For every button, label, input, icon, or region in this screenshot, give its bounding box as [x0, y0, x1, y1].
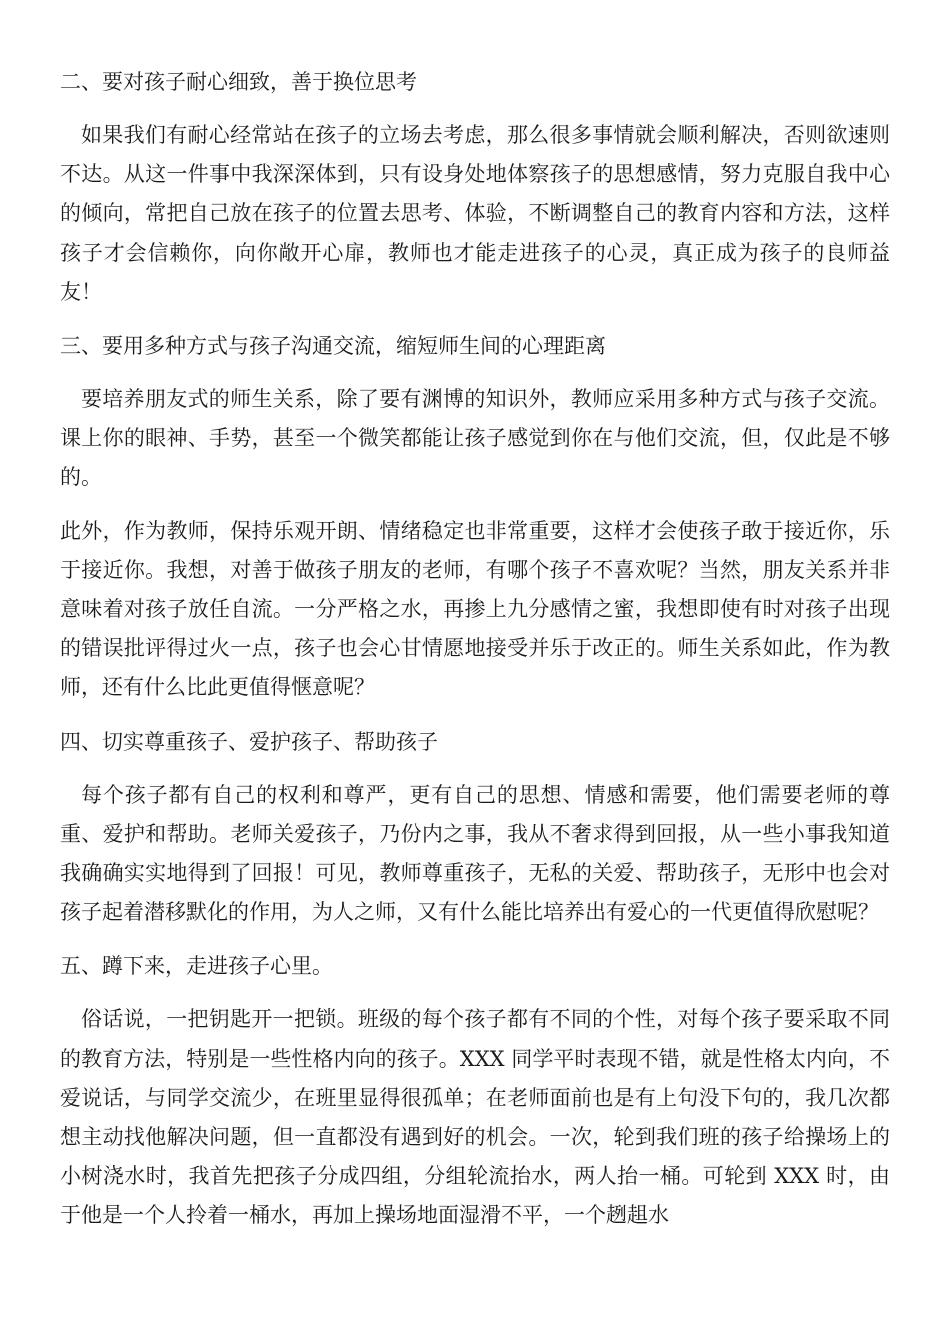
section-heading: 四、切实尊重孩子、爱护孩子、帮助孩子 [60, 729, 438, 754]
document-page [60, 62, 890, 1250]
section-4 [60, 722, 890, 933]
paragraph: 俗话说，一把钥匙开一把锁。班级的每个孩子都有不同的个性，对每个孩子要采取不同的教育方法，特别是一些性格内向的孩子。XXX 同学平时表现不错，就是性格太内向，不爱说话，与同学交流少，在班里显得很孤单；在老师面前也是有上句没下句的，我几次都想主动找他解决问题，但一直都没有遇到好的机会。一次，轮到我们班的孩子给操场上的小树浇水时，我首先把孩子分成四组，分组轮流抬水，两人抬一桶。可轮到 XXX 时，由于他是一个人拎着一桶水，再加上操场地面湿滑不平，一个趔趄水 [60, 1007, 890, 1228]
paragraph: 每个孩子都有自己的权利和尊严，更有自己的思想、情感和需要，他们需要老师的尊重、爱护和帮助。老师关爱孩子，乃份内之事，我从不奢求得到回报，从一些小事我知道我确确实实地得到了回报！可见，教师尊重孩子，无私的关爱、帮助孩子，无形中也会对孩子起着潜移默化的作用，为人之师，又有什么能比培养出有爱心的一代更值得欣慰呢？ [60, 782, 890, 925]
section-2 [60, 62, 890, 312]
section-heading: 二、要对孩子耐心细致，善于换位思考 [60, 70, 417, 94]
section-heading: 五、蹲下来，走进孩子心里。 [60, 954, 333, 979]
paragraph: 要培养朋友式的师生关系，除了要有渊博的知识外，教师应采用多种方式与孩子交流。课上你的眼神、手势，甚至一个微笑都能让孩子感觉到你在与他们交流，但，仅此是不够的。 [60, 387, 890, 490]
section-heading: 三、要用多种方式与孩子沟通交流，缩短师生间的心理距离 [60, 334, 606, 359]
section-3 [60, 326, 890, 708]
paragraph: 如果我们有耐心经常站在孩子的立场去考虑，那么很多事情就会顺利解决，否则欲速则不达。从这一件事中我深深体到，只有设身处地体察孩子的思想感情，努力克服自我中心的倾向，常把自己放在孩子的位置去思考、体验，不断调整自己的教育内容和方法，这样孩子才会信赖你，向你敞开心扉，教师也才能走进孩子的心灵，真正成为孩子的良师益友！ [60, 123, 890, 304]
section-5 [60, 946, 890, 1235]
paragraph: 此外，作为教师，保持乐观开朗、情绪稳定也非常重要，这样才会使孩子敢于接近你，乐于接近你。我想，对善于做孩子朋友的老师，有哪个孩子不喜欢呢？当然，朋友关系并非意味着对孩子放任自流。一分严格之水，再掺上九分感情之蜜，我想即使有时对孩子出现的错误批评得过火一点，孩子也会心甘情愿地接受并乐于改正的。师生关系如此，作为教师，还有什么比此更值得惬意呢？ [60, 518, 890, 700]
